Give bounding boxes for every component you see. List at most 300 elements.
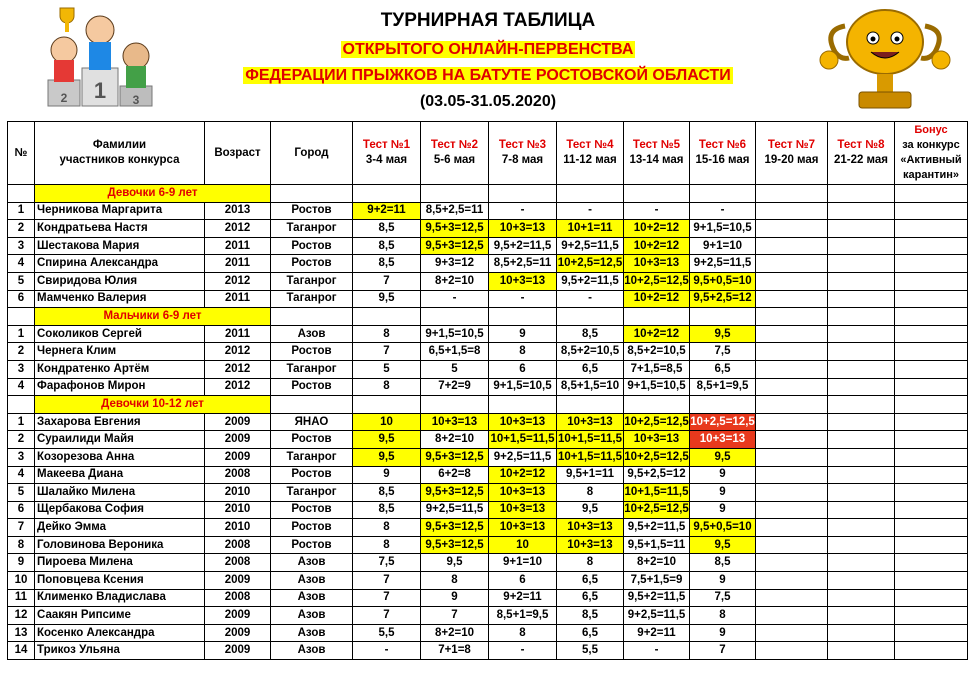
participant-city: Ростов: [271, 431, 353, 449]
score-test-8: [828, 202, 895, 220]
empty-cell: [271, 308, 353, 326]
score-test-7: [756, 607, 828, 625]
score-test-1: 9: [353, 466, 421, 484]
empty-cell: [489, 185, 557, 203]
score-test-5: 9+2,5=11,5: [624, 607, 690, 625]
table-row: [8, 202, 968, 220]
trophy-base: [859, 92, 911, 108]
empty-cell: [353, 185, 421, 203]
score-test-5: 7+1,5=8,5: [624, 360, 690, 378]
score-test-1: 7: [353, 607, 421, 625]
score-test-3: 10+1,5=11,5: [489, 431, 557, 449]
empty-cell: [690, 308, 756, 326]
score-test-6: 9,5: [690, 325, 756, 343]
score-test-3: 10+3=13: [489, 413, 557, 431]
table-row: [8, 378, 968, 396]
score-test-8: [828, 413, 895, 431]
score-test-5: 10+2,5=12,5: [624, 272, 690, 290]
participant-city: Азов: [271, 642, 353, 660]
score-test-5: 9+1,5=10,5: [624, 378, 690, 396]
score-test-5: 7,5+1,5=9: [624, 572, 690, 590]
empty-cell: [557, 396, 624, 414]
empty-cell: [557, 308, 624, 326]
score-test-7: [756, 448, 828, 466]
col-test-7: Тест №7 19-20 мая: [756, 122, 828, 185]
score-test-2: 9,5+3=12,5: [421, 484, 489, 502]
score-test-4: 10+2,5=12,5: [557, 255, 624, 273]
participant-name: Шалайко Милена: [35, 484, 205, 502]
table-row: [8, 343, 968, 361]
table-row: [8, 466, 968, 484]
participant-age: 2012: [205, 272, 271, 290]
section-title: Девочки 10-12 лет: [35, 396, 271, 414]
table-row: [8, 519, 968, 537]
score-test-8: [828, 325, 895, 343]
score-test-2: -: [421, 290, 489, 308]
score-test-4: 8,5: [557, 607, 624, 625]
col-bonus: Бонус за конкурс «Активный карантин»: [895, 122, 968, 185]
score-test-2: 8+2=10: [421, 431, 489, 449]
empty-cell: [690, 185, 756, 203]
table-row: [8, 220, 968, 238]
score-test-8: [828, 536, 895, 554]
score-test-1: 8: [353, 519, 421, 537]
score-test-3: 8,5+2,5=11: [489, 255, 557, 273]
score-test-5: 10+1,5=11,5: [624, 484, 690, 502]
score-bonus: [895, 237, 968, 255]
score-test-5: 8,5+2=10,5: [624, 343, 690, 361]
thumb-up-right-icon: [932, 51, 950, 69]
col-test-1: Тест №1 3-4 мая: [353, 122, 421, 185]
participant-name: Трикоз Ульяна: [35, 642, 205, 660]
score-test-1: 8,5: [353, 220, 421, 238]
participant-name: Захарова Евгения: [35, 413, 205, 431]
score-test-7: [756, 624, 828, 642]
participant-city: Азов: [271, 589, 353, 607]
table-row: [8, 484, 968, 502]
score-test-1: 9,5: [353, 448, 421, 466]
score-test-7: [756, 484, 828, 502]
score-test-1: 8,5: [353, 501, 421, 519]
score-test-2: 9,5: [421, 554, 489, 572]
score-test-1: 10: [353, 413, 421, 431]
score-test-6: 6,5: [690, 360, 756, 378]
score-test-3: 9+2,5=11,5: [489, 448, 557, 466]
score-bonus: [895, 325, 968, 343]
empty-cell: [557, 185, 624, 203]
score-bonus: [895, 466, 968, 484]
score-bonus: [895, 589, 968, 607]
score-test-2: 6,5+1,5=8: [421, 343, 489, 361]
empty-cell: [895, 396, 968, 414]
table-row: [8, 290, 968, 308]
score-test-8: [828, 519, 895, 537]
score-test-1: 7,5: [353, 554, 421, 572]
score-test-4: 9+2,5=11,5: [557, 237, 624, 255]
col-test-8: Тест №8 21-22 мая: [828, 122, 895, 185]
table-row: [8, 325, 968, 343]
score-test-4: 10+3=13: [557, 536, 624, 554]
score-test-2: 9+3=12: [421, 255, 489, 273]
score-test-3: 6: [489, 572, 557, 590]
score-test-7: [756, 554, 828, 572]
empty-cell: [421, 396, 489, 414]
score-test-8: [828, 431, 895, 449]
score-test-5: 9,5+2,5=12: [624, 466, 690, 484]
participant-name: Шестакова Мария: [35, 237, 205, 255]
score-test-5: 9,5+2=11,5: [624, 589, 690, 607]
table-row: [8, 501, 968, 519]
col-test-5: Тест №5 13-14 мая: [624, 122, 690, 185]
row-number: 5: [8, 484, 35, 502]
score-bonus: [895, 536, 968, 554]
row-number: 5: [8, 272, 35, 290]
score-test-7: [756, 589, 828, 607]
table-row: [8, 255, 968, 273]
score-test-7: [756, 431, 828, 449]
participant-age: 2009: [205, 624, 271, 642]
participant-age: 2008: [205, 589, 271, 607]
score-test-5: -: [624, 642, 690, 660]
score-test-1: 7: [353, 272, 421, 290]
score-test-8: [828, 589, 895, 607]
section-title: Мальчики 6-9 лет: [35, 308, 271, 326]
participant-city: Азов: [271, 607, 353, 625]
table-row: [8, 607, 968, 625]
score-test-4: 6,5: [557, 572, 624, 590]
score-test-4: 9,5+2=11,5: [557, 272, 624, 290]
table-row: [8, 413, 968, 431]
score-test-5: 10+2,5=12,5: [624, 413, 690, 431]
participant-age: 2013: [205, 202, 271, 220]
score-test-7: [756, 325, 828, 343]
row-number: 1: [8, 413, 35, 431]
score-test-3: 10+2=12: [489, 466, 557, 484]
score-test-8: [828, 220, 895, 238]
col-test-2: Тест №2 5-6 мая: [421, 122, 489, 185]
empty-cell: [756, 308, 828, 326]
score-test-5: 10+3=13: [624, 255, 690, 273]
participant-name: Головинова Вероника: [35, 536, 205, 554]
score-test-4: -: [557, 202, 624, 220]
row-number: 3: [8, 237, 35, 255]
score-test-1: 8,5: [353, 255, 421, 273]
participant-name: Сураилиди Майя: [35, 431, 205, 449]
score-bonus: [895, 501, 968, 519]
participant-city: Ростов: [271, 519, 353, 537]
score-test-8: [828, 572, 895, 590]
score-test-5: 10+2,5=12,5: [624, 501, 690, 519]
score-test-1: 7: [353, 343, 421, 361]
score-test-6: 9,5+0,5=10: [690, 519, 756, 537]
score-test-3: 10+3=13: [489, 519, 557, 537]
score-test-4: 6,5: [557, 589, 624, 607]
participant-name: Черникова Маргарита: [35, 202, 205, 220]
empty-cell: [353, 396, 421, 414]
score-test-3: 8,5+1=9,5: [489, 607, 557, 625]
score-test-2: 9,5+3=12,5: [421, 220, 489, 238]
participant-city: Ростов: [271, 536, 353, 554]
section-num-cell: [8, 308, 35, 326]
participant-name: Клименко Владислава: [35, 589, 205, 607]
score-test-5: 9,5+1,5=11: [624, 536, 690, 554]
participant-city: Таганрог: [271, 360, 353, 378]
score-test-1: 8: [353, 536, 421, 554]
score-bonus: [895, 484, 968, 502]
score-bonus: [895, 624, 968, 642]
participant-age: 2012: [205, 378, 271, 396]
score-test-6: 9,5+2,5=12: [690, 290, 756, 308]
score-test-2: 10+3=13: [421, 413, 489, 431]
score-test-4: 10+1,5=11,5: [557, 448, 624, 466]
score-test-2: 8+2=10: [421, 272, 489, 290]
score-test-6: 7,5: [690, 589, 756, 607]
col-num: №: [8, 122, 35, 185]
score-test-3: 9+1=10: [489, 554, 557, 572]
table-header: [8, 122, 968, 185]
participant-city: Таганрог: [271, 448, 353, 466]
score-test-3: 10+3=13: [489, 220, 557, 238]
section-title: Девочки 6-9 лет: [35, 185, 271, 203]
score-test-5: 10+2=12: [624, 325, 690, 343]
table-row: [8, 448, 968, 466]
score-test-2: 8: [421, 572, 489, 590]
score-test-2: 7+1=8: [421, 642, 489, 660]
podium-second-label: 2: [60, 91, 68, 105]
empty-cell: [271, 396, 353, 414]
participant-name: Кондратенко Артём: [35, 360, 205, 378]
row-number: 7: [8, 519, 35, 537]
row-number: 10: [8, 572, 35, 590]
empty-cell: [828, 396, 895, 414]
participant-city: Азов: [271, 624, 353, 642]
score-test-3: 8: [489, 343, 557, 361]
score-test-5: 9,5+2=11,5: [624, 519, 690, 537]
score-test-4: 10+1=11: [557, 220, 624, 238]
score-test-7: [756, 501, 828, 519]
score-test-3: 10+3=13: [489, 272, 557, 290]
participant-age: 2009: [205, 572, 271, 590]
score-test-7: [756, 378, 828, 396]
participant-age: 2008: [205, 536, 271, 554]
thumb-up-left-icon: [820, 51, 838, 69]
row-number: 1: [8, 202, 35, 220]
score-test-6: 9,5+0,5=10: [690, 272, 756, 290]
participant-city: Азов: [271, 572, 353, 590]
participant-age: 2011: [205, 290, 271, 308]
participant-name: Фарафонов Мирон: [35, 378, 205, 396]
empty-cell: [895, 308, 968, 326]
score-test-6: 7,5: [690, 343, 756, 361]
score-test-7: [756, 220, 828, 238]
score-test-8: [828, 378, 895, 396]
score-test-4: 10+3=13: [557, 519, 624, 537]
score-test-7: [756, 572, 828, 590]
score-test-8: [828, 343, 895, 361]
participant-age: 2009: [205, 413, 271, 431]
score-test-1: 8,5: [353, 484, 421, 502]
participant-name: Козорезова Анна: [35, 448, 205, 466]
table-row: [8, 624, 968, 642]
section-row: [8, 396, 968, 414]
empty-cell: [756, 185, 828, 203]
table-row: [8, 536, 968, 554]
row-number: 12: [8, 607, 35, 625]
empty-cell: [828, 308, 895, 326]
col-test-4: Тест №4 11-12 мая: [557, 122, 624, 185]
participant-age: 2009: [205, 448, 271, 466]
participant-age: 2008: [205, 554, 271, 572]
score-test-4: 8,5: [557, 325, 624, 343]
participant-city: Таганрог: [271, 290, 353, 308]
score-test-2: 9,5+3=12,5: [421, 536, 489, 554]
row-number: 2: [8, 343, 35, 361]
score-test-5: -: [624, 202, 690, 220]
score-bonus: [895, 519, 968, 537]
score-test-6: 9,5: [690, 448, 756, 466]
participant-name: Макеева Диана: [35, 466, 205, 484]
score-test-8: [828, 554, 895, 572]
score-test-6: 9: [690, 466, 756, 484]
participant-name: Пироева Милена: [35, 554, 205, 572]
score-test-7: [756, 466, 828, 484]
score-test-1: 7: [353, 572, 421, 590]
table-row: [8, 589, 968, 607]
participant-age: 2009: [205, 431, 271, 449]
score-test-2: 9,5+3=12,5: [421, 519, 489, 537]
score-bonus: [895, 255, 968, 273]
score-test-1: 8: [353, 378, 421, 396]
score-test-8: [828, 466, 895, 484]
score-test-7: [756, 290, 828, 308]
participant-name: Дейко Эмма: [35, 519, 205, 537]
participant-city: Ростов: [271, 501, 353, 519]
score-test-5: 10+2=12: [624, 290, 690, 308]
score-test-2: 8,5+2,5=11: [421, 202, 489, 220]
participant-name: Поповцева Ксения: [35, 572, 205, 590]
score-test-4: 8: [557, 554, 624, 572]
participant-name: Соколиков Сергей: [35, 325, 205, 343]
score-test-1: 7: [353, 589, 421, 607]
score-test-4: 10+3=13: [557, 413, 624, 431]
empty-cell: [271, 185, 353, 203]
score-bonus: [895, 554, 968, 572]
table-row: [8, 360, 968, 378]
score-test-3: -: [489, 290, 557, 308]
podium-third-label: 3: [132, 93, 140, 107]
score-test-7: [756, 272, 828, 290]
score-test-6: 9: [690, 501, 756, 519]
score-test-4: 9,5: [557, 501, 624, 519]
score-bonus: [895, 202, 968, 220]
score-test-7: [756, 343, 828, 361]
score-test-2: 7: [421, 607, 489, 625]
score-bonus: [895, 220, 968, 238]
row-number: 4: [8, 378, 35, 396]
subtitle-line-1: ОТКРЫТОГО ОНЛАЙН-ПЕРВЕНСТВА: [342, 41, 634, 58]
score-test-7: [756, 202, 828, 220]
participant-age: 2011: [205, 255, 271, 273]
score-test-1: 9+2=11: [353, 202, 421, 220]
row-number: 9: [8, 554, 35, 572]
score-bonus: [895, 360, 968, 378]
score-test-1: -: [353, 642, 421, 660]
score-bonus: [895, 378, 968, 396]
participant-name: Мамченко Валерия: [35, 290, 205, 308]
score-test-5: 10+2=12: [624, 237, 690, 255]
score-bonus: [895, 448, 968, 466]
row-number: 4: [8, 255, 35, 273]
row-number: 6: [8, 501, 35, 519]
participant-age: 2009: [205, 607, 271, 625]
score-test-2: 7+2=9: [421, 378, 489, 396]
empty-cell: [624, 396, 690, 414]
score-test-1: 9,5: [353, 431, 421, 449]
score-test-7: [756, 642, 828, 660]
score-test-6: -: [690, 202, 756, 220]
score-test-6: 9: [690, 484, 756, 502]
participant-city: Ростов: [271, 378, 353, 396]
score-test-3: 10+3=13: [489, 484, 557, 502]
empty-cell: [421, 308, 489, 326]
score-bonus: [895, 413, 968, 431]
trophy-stem: [877, 74, 893, 92]
row-number: 11: [8, 589, 35, 607]
score-test-7: [756, 519, 828, 537]
row-number: 4: [8, 466, 35, 484]
score-test-6: 8: [690, 607, 756, 625]
score-test-6: 9: [690, 572, 756, 590]
score-test-6: 9: [690, 624, 756, 642]
participant-city: Азов: [271, 554, 353, 572]
participant-city: Ростов: [271, 202, 353, 220]
score-test-2: 5: [421, 360, 489, 378]
score-test-8: [828, 237, 895, 255]
score-test-6: 8,5: [690, 554, 756, 572]
score-bonus: [895, 290, 968, 308]
participant-name: Косенко Александра: [35, 624, 205, 642]
score-test-3: 9+2=11: [489, 589, 557, 607]
participant-age: 2009: [205, 642, 271, 660]
col-city: Город: [271, 122, 353, 185]
participant-city: Таганрог: [271, 220, 353, 238]
score-test-2: 6+2=8: [421, 466, 489, 484]
section-num-cell: [8, 396, 35, 414]
row-number: 8: [8, 536, 35, 554]
score-test-8: [828, 484, 895, 502]
participant-age: 2012: [205, 360, 271, 378]
participant-age: 2010: [205, 519, 271, 537]
row-number: 1: [8, 325, 35, 343]
participant-name: Спирина Александра: [35, 255, 205, 273]
score-test-8: [828, 360, 895, 378]
participant-age: 2012: [205, 343, 271, 361]
score-bonus: [895, 272, 968, 290]
score-test-3: 10+3=13: [489, 501, 557, 519]
score-test-8: [828, 272, 895, 290]
tournament-table: [7, 121, 968, 660]
date-range: (03.05-31.05.2020): [419, 93, 557, 110]
podium-first-label: 1: [93, 78, 107, 103]
participant-city: Ростов: [271, 237, 353, 255]
participant-age: 2010: [205, 501, 271, 519]
score-bonus: [895, 607, 968, 625]
col-name: Фамилии участников конкурса: [35, 122, 205, 185]
score-test-3: 9: [489, 325, 557, 343]
score-bonus: [895, 642, 968, 660]
empty-cell: [421, 185, 489, 203]
participant-age: 2011: [205, 325, 271, 343]
